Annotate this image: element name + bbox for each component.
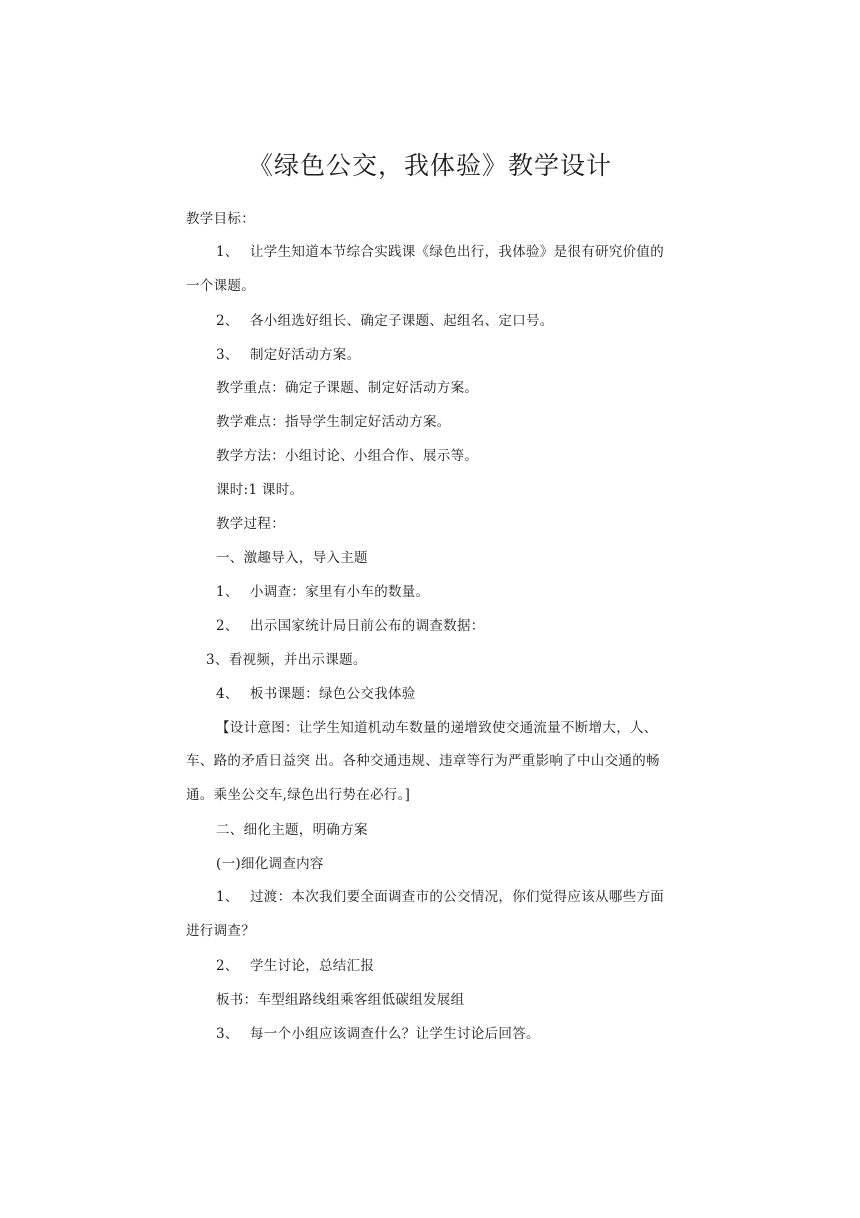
objective-1 — [216, 240, 664, 260]
section1-heading: 一、激趣导入，导入主题 — [216, 550, 368, 566]
document-title: 《绿色公交，我体验》教学设计 — [247, 151, 612, 180]
objective-3 — [216, 343, 360, 363]
section2-item-1-continued: 进行调查？ — [186, 923, 255, 939]
section2-item-1-num: 1、 — [216, 889, 239, 905]
objective-1-text: 让学生知道本节综合实践课《绿色出行，我体验》是很有研究价值的 — [250, 244, 664, 260]
section1-item-2-text: 出示国家统计局日前公布的调查数据： — [250, 618, 485, 634]
section2-item-1 — [216, 885, 664, 905]
section1-item-4-num: 4、 — [216, 686, 239, 702]
section2-item-3-text: 每一个小组应该调查什么？让学生讨论后回答。 — [250, 1026, 540, 1042]
class-duration: 课时:1 课时。 — [216, 482, 304, 498]
section1-item-1-num: 1、 — [216, 584, 239, 600]
section2-item-1-text: 过渡：本次我们要全面调查市的公交情况，你们觉得应该从哪些方面 — [250, 889, 664, 905]
section1-item-2-num: 2、 — [216, 618, 239, 634]
section1-item-1-text: 小调查：家里有小车的数量。 — [250, 584, 430, 600]
section2-item-3-num: 3、 — [216, 1026, 239, 1042]
objective-2-text: 各小组选好组长、确定子课题、起组名、定口号。 — [250, 313, 554, 329]
section1-item-1 — [216, 580, 429, 600]
section2-heading: 二、细化主题，明确方案 — [216, 822, 368, 838]
objective-1-continued: 一个课题。 — [186, 278, 255, 294]
section1-item-3: 3、看视频，并出示课题。 — [206, 652, 367, 668]
objective-2-num: 2、 — [216, 313, 239, 329]
key-point: 教学重点：确定子课题、制定好活动方案。 — [216, 380, 479, 396]
section2-item-2-num: 2、 — [216, 958, 239, 974]
objective-3-text: 制定好活动方案。 — [250, 347, 361, 363]
section2-item-2-text: 学生讨论，总结汇报 — [250, 958, 375, 974]
section2-item-3 — [216, 1022, 540, 1042]
section1-item-4 — [216, 682, 416, 702]
teaching-method: 教学方法：小组讨论、小组合作、展示等。 — [216, 448, 479, 464]
section1-item-2 — [216, 614, 485, 634]
objective-3-num: 3、 — [216, 347, 239, 363]
difficulty: 教学难点：指导学生制定好活动方案。 — [216, 414, 451, 430]
section2-item-2 — [216, 954, 374, 974]
objective-1-num: 1、 — [216, 244, 239, 260]
design-intent-line-3: 通。乘坐公交车,绿色出行势在必行。] — [186, 787, 411, 803]
section2-subheading: (一)细化调查内容 — [216, 856, 324, 872]
board-writing: 板书：车型组路线组乘客组低碳组发展组 — [216, 992, 465, 1008]
section1-item-4-text: 板书课题：绿色公交我体验 — [250, 686, 416, 702]
objectives-label: 教学目标： — [186, 211, 255, 227]
design-intent-line-1: 【设计意图：让学生知道机动车数量的递增致使交通流量不断增大，人、 — [216, 720, 658, 736]
objective-2 — [216, 309, 554, 329]
process-label: 教学过程： — [216, 516, 285, 532]
design-intent-line-2: 车、路的矛盾日益突 出。各种交通违规、违章等行为严重影响了中山交通的畅 — [186, 753, 660, 769]
